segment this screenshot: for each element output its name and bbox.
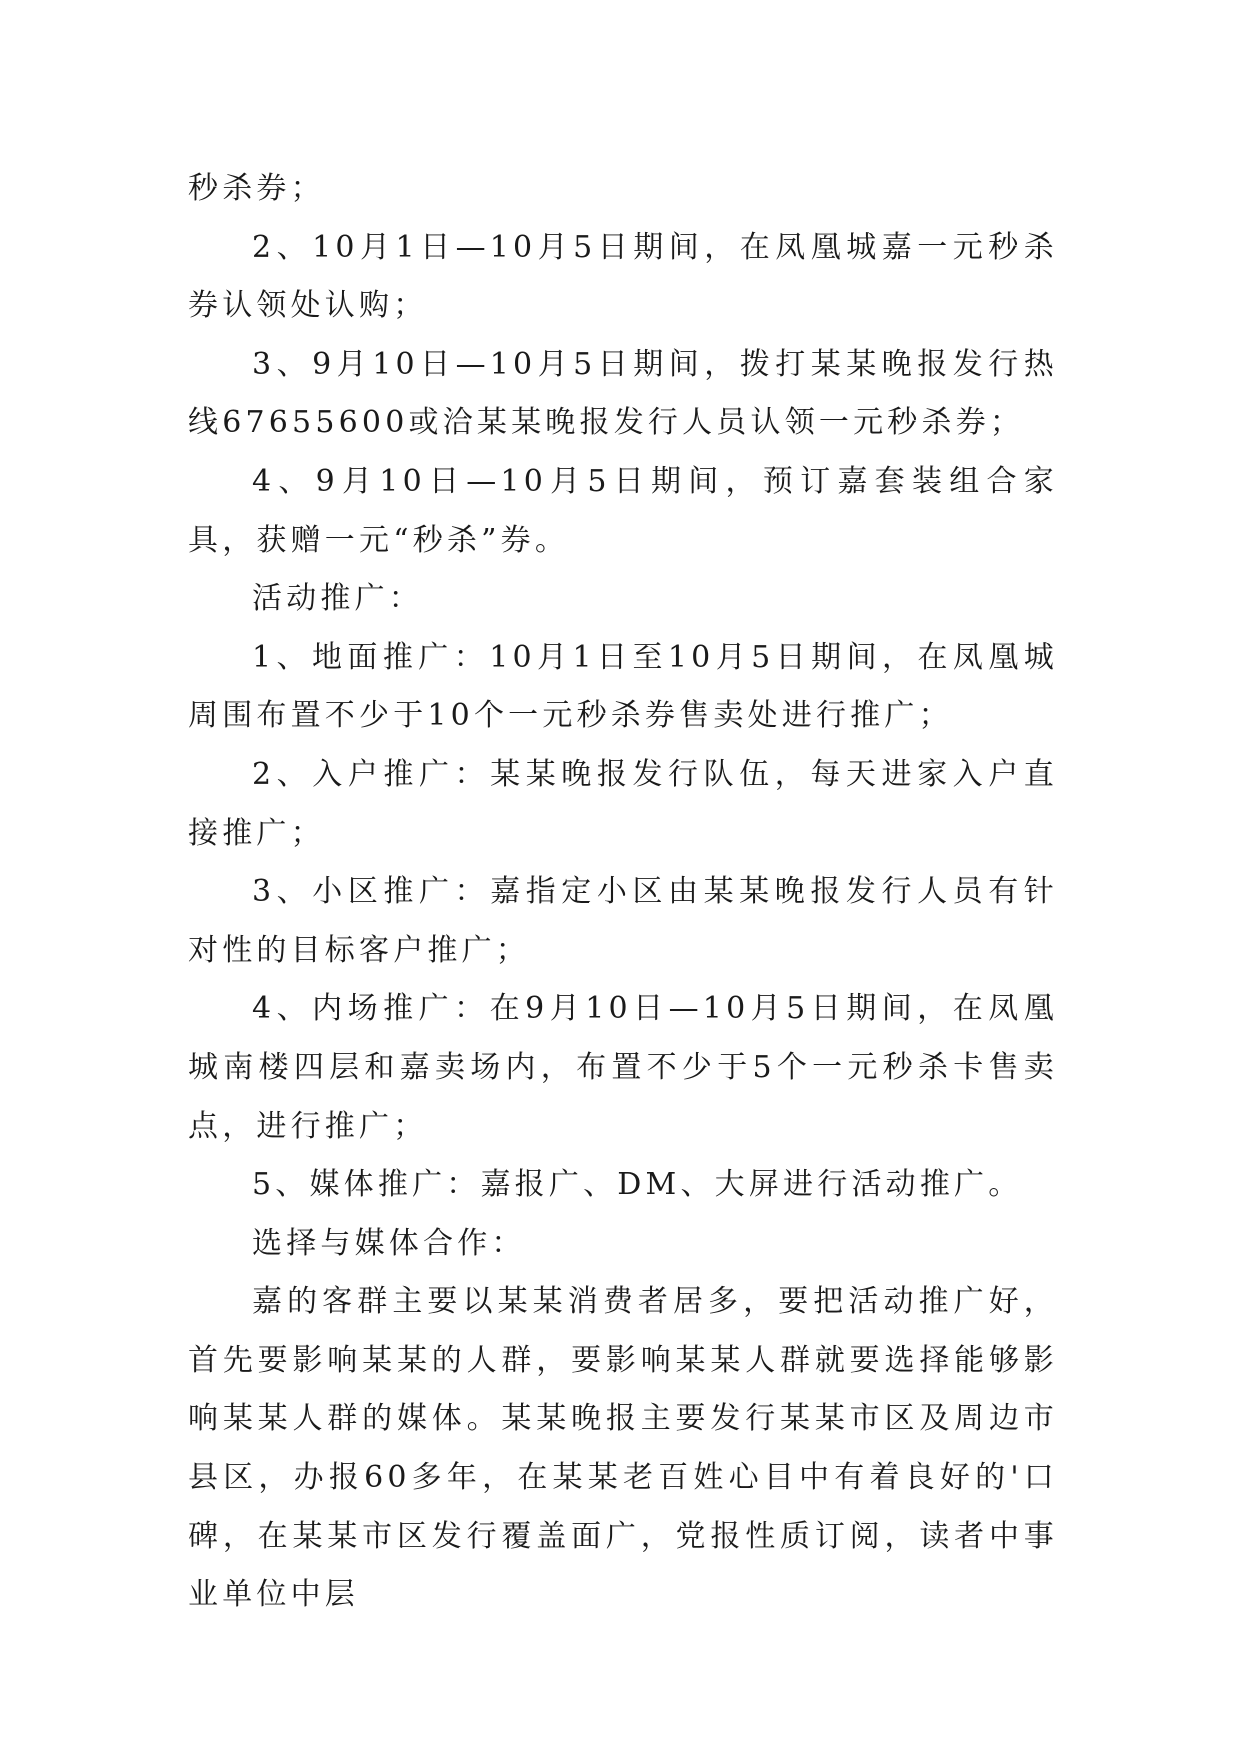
paragraph-item-4-bonus: 4、9月10日—10月5日期间，预订嘉套装组合家具，获赠一元“秒杀”券。: [188, 463, 1058, 558]
paragraph-indoor-promotion: 4、内场推广：在9月10日—10月5日期间，在凤凰城南楼四层和嘉卖场内，布置不少于5个一元秒杀卡售卖点，进行推广；: [188, 991, 1058, 1144]
paragraph-media-rationale: 嘉的客群主要以某某消费者居多，要把活动推广好，首先要影响某某的人群，要影响某某人群就要选择能够影响某某人群的媒体。某某晚报主要发行某某市区及周边市县区，办报60多年，在某某老百姓心目中有着良好的'口碑，在某某市区发行覆盖面广，党报性质订阅，读者中事业单位中层: [188, 1284, 1058, 1613]
section-heading-promotion: 活动推广：: [252, 581, 423, 617]
paragraph-community-promotion: 3、小区推广：嘉指定小区由某某晚报发行人员有针对性的目标客户推广；: [188, 874, 1058, 968]
paragraph-household-promotion: 2、入户推广：某某晚报发行队伍，每天进家入户直接推广；: [188, 756, 1058, 851]
paragraph-ground-promotion: 1、地面推广：10月1日至10月5日期间，在凤凰城周围布置不少于10个一元秒杀券售卖处进行推广；: [188, 639, 1058, 734]
paragraph-continuation: 秒杀券；: [188, 171, 325, 206]
paragraph-item-2-recognition: 2、10月1日—10月5日期间，在凤凰城嘉一元秒杀券认领处认购；: [188, 229, 1058, 324]
document-body: [188, 160, 1058, 1625]
paragraph-media-promotion: 5、媒体推广：嘉报广、DM、大屏进行活动推广。: [252, 1167, 1023, 1203]
section-heading-media-cooperation: 选择与媒体合作：: [252, 1225, 526, 1261]
paragraph-item-3-hotline: 3、9月10日—10月5日期间，拨打某某晚报发行热线67655600或洽某某晚报发行人员认领一元秒杀券；: [188, 346, 1058, 441]
